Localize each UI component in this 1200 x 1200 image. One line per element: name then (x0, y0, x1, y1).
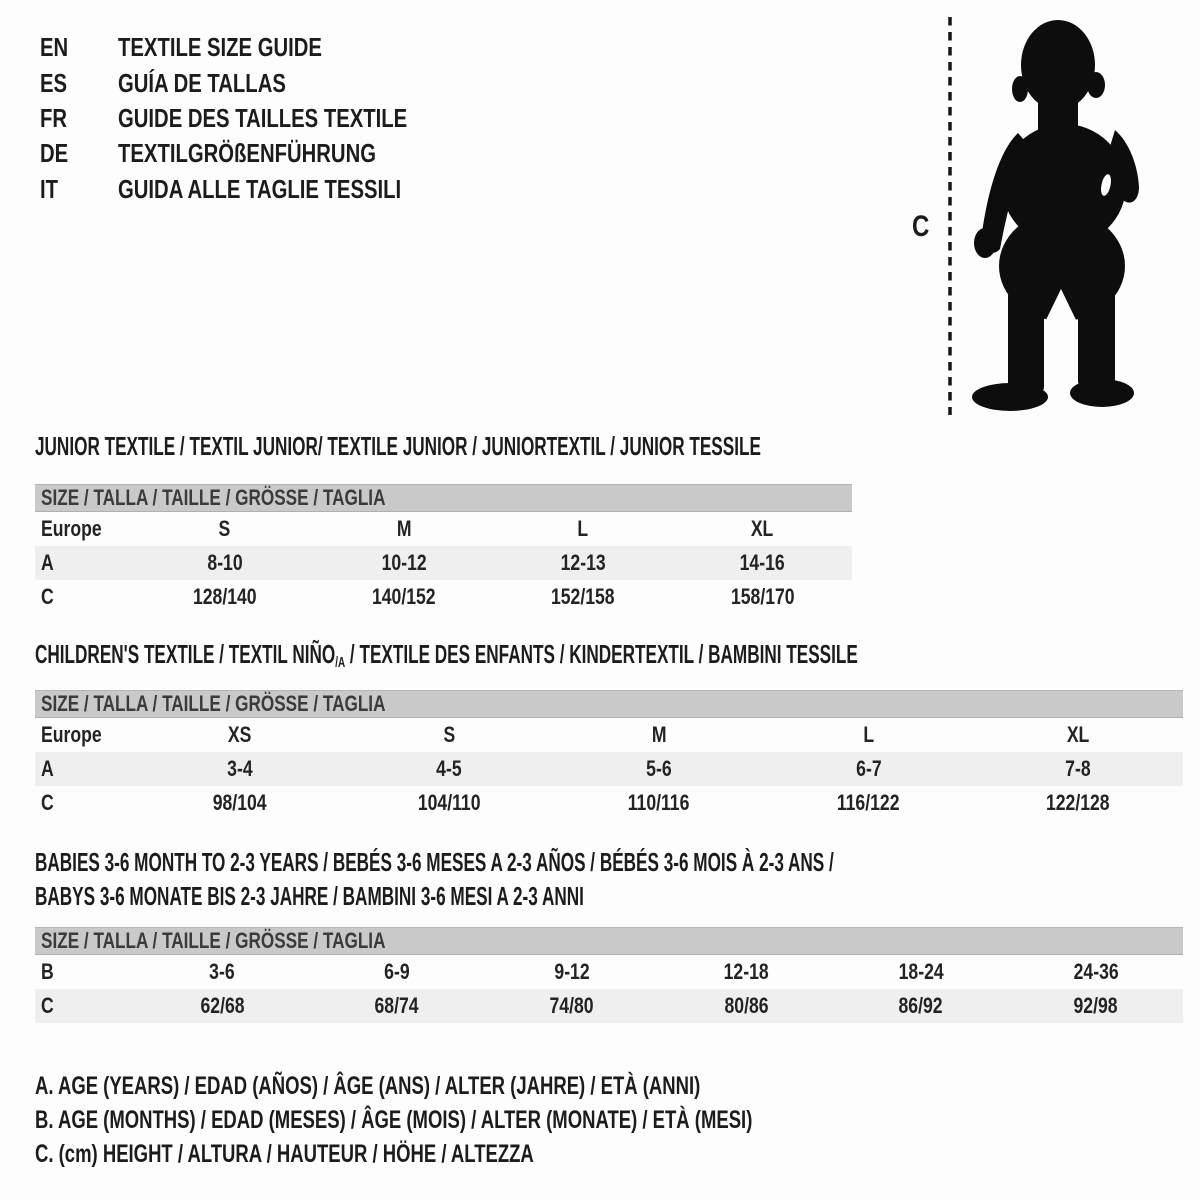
table-cell: 24-36 (1073, 959, 1119, 984)
babies-size-table (35, 927, 1183, 1023)
table-cell: 158/170 (730, 584, 795, 609)
size-header-label: SIZE / TALLA / TAILLE / GRÖSSE / TAGLIA (41, 485, 386, 510)
table-cell: 80/86 (724, 993, 769, 1018)
lang-row-fr (40, 101, 489, 136)
table-row (35, 546, 852, 580)
toddler-figure (972, 20, 1139, 411)
table-cell: 8-10 (206, 550, 243, 575)
table-cell: S (443, 722, 456, 747)
lang-label: GUÍA DE TALLAS (118, 67, 286, 98)
junior-section-title: JUNIOR TEXTILE / TEXTIL JUNIOR/ TEXTILE JUNIOR / JUNIORTEXTIL / JUNIOR TESSILE (35, 431, 761, 461)
lang-row-es (40, 65, 489, 100)
table-cell: 9-12 (554, 959, 590, 984)
table-cell: 62/68 (200, 993, 245, 1018)
table-cell: M (651, 722, 667, 747)
table-cell: 7-8 (1065, 756, 1091, 781)
lang-code: ES (40, 67, 68, 98)
table-cell: 14-16 (739, 550, 785, 575)
legend-line-b: B. AGE (MONTHS) / EDAD (MESES) / ÂGE (MOIS) / ALTER (MONATE) / ETÀ (MESI) (35, 1106, 753, 1134)
row-label: C (41, 993, 54, 1018)
table-cell: L (863, 722, 874, 747)
table-cell: 152/158 (551, 584, 615, 609)
junior-size-table (35, 484, 852, 614)
table-cell: 98/104 (212, 790, 267, 815)
lang-row-it (40, 172, 489, 207)
size-header-label: SIZE / TALLA / TAILLE / GRÖSSE / TAGLIA (41, 928, 386, 953)
table-row (35, 786, 1183, 820)
children-section-title: CHILDREN'S TEXTILE / TEXTIL NIÑO/A / TEXTILE DES ENFANTS / KINDERTEXTIL / BAMBINI TESSILE (35, 639, 858, 671)
table-cell: 18-24 (898, 959, 944, 984)
row-label: A (41, 756, 54, 781)
table-cell: 68/74 (374, 993, 420, 1018)
table-row (35, 718, 1183, 752)
lang-code: DE (40, 138, 69, 169)
children-size-table (35, 690, 1183, 820)
table-cell: 116/122 (837, 790, 900, 815)
lang-code: EN (40, 32, 69, 63)
table-cell: XL (1066, 722, 1090, 747)
table-cell: XL (751, 516, 774, 541)
lang-code: FR (40, 102, 68, 133)
measurement-legend (35, 1069, 1004, 1171)
lang-row-de (40, 136, 489, 171)
title-subscript: /A (335, 654, 346, 671)
table-cell: 12-13 (560, 550, 606, 575)
table-cell: 122/128 (1046, 790, 1110, 815)
table-row (35, 955, 1183, 989)
babies-section-title-line2: BABYS 3-6 MONATE BIS 2-3 JAHRE / BAMBINI 3-6 MESI A 2-3 ANNI (35, 881, 584, 911)
lang-row-en (40, 30, 489, 65)
table-cell: 6-7 (855, 756, 882, 781)
row-label: C (41, 790, 54, 815)
table-cell: 92/98 (1073, 993, 1118, 1018)
table-cell: 10-12 (381, 550, 427, 575)
row-label: Europe (41, 516, 102, 541)
table-cell: 104/110 (418, 790, 481, 815)
table-cell: 140/152 (372, 584, 436, 609)
table-row (35, 752, 1183, 786)
table-row (35, 580, 852, 614)
size-header-bar (35, 927, 1183, 955)
babies-section-title-line1: BABIES 3-6 MONTH TO 2-3 YEARS / BEBÉS 3-6 MESES A 2-3 AÑOS / BÉBÉS 3-6 MOIS À 2-3 ANS / (35, 847, 834, 877)
row-label: C (41, 584, 54, 609)
table-cell: L (577, 516, 589, 541)
table-cell: 12-18 (723, 959, 769, 984)
table-cell: 4-5 (436, 756, 463, 781)
lang-label: GUIDA ALLE TAGLIE TESSILI (118, 173, 402, 204)
table-cell: S (218, 516, 231, 541)
table-cell: M (396, 516, 412, 541)
table-cell: 128/140 (192, 584, 257, 609)
table-row (35, 512, 852, 546)
size-header-bar (35, 484, 852, 512)
size-header-label: SIZE / TALLA / TAILLE / GRÖSSE / TAGLIA (41, 691, 386, 716)
height-label: C (912, 210, 930, 243)
table-cell: 6-9 (384, 959, 410, 984)
row-label: A (41, 550, 54, 575)
legend-line-c: C. (cm) HEIGHT / ALTURA / HAUTEUR / HÖHE / ALTEZZA (35, 1140, 534, 1168)
table-cell: 110/116 (628, 790, 690, 815)
lang-code: IT (40, 173, 59, 204)
language-header (40, 30, 489, 207)
lang-label: TEXTILGRÖßENFÜHRUNG (118, 138, 376, 169)
table-cell: XS (228, 722, 252, 747)
row-label: Europe (41, 722, 102, 747)
row-label: B (41, 959, 54, 984)
table-cell: 5-6 (646, 756, 672, 781)
table-cell: 86/92 (898, 993, 944, 1018)
table-cell: 74/80 (549, 993, 594, 1018)
table-cell: 3-4 (227, 756, 253, 781)
lang-label: GUIDE DES TAILLES TEXTILE (118, 102, 408, 133)
table-row (35, 989, 1183, 1023)
toddler-silhouette (940, 5, 1150, 425)
lang-label: TEXTILE SIZE GUIDE (118, 32, 322, 63)
table-cell: 3-6 (209, 959, 236, 984)
size-header-bar (35, 690, 1183, 718)
legend-line-a: A. AGE (YEARS) / EDAD (AÑOS) / ÂGE (ANS) / ALTER (JAHRE) / ETÀ (ANNI) (35, 1072, 701, 1100)
